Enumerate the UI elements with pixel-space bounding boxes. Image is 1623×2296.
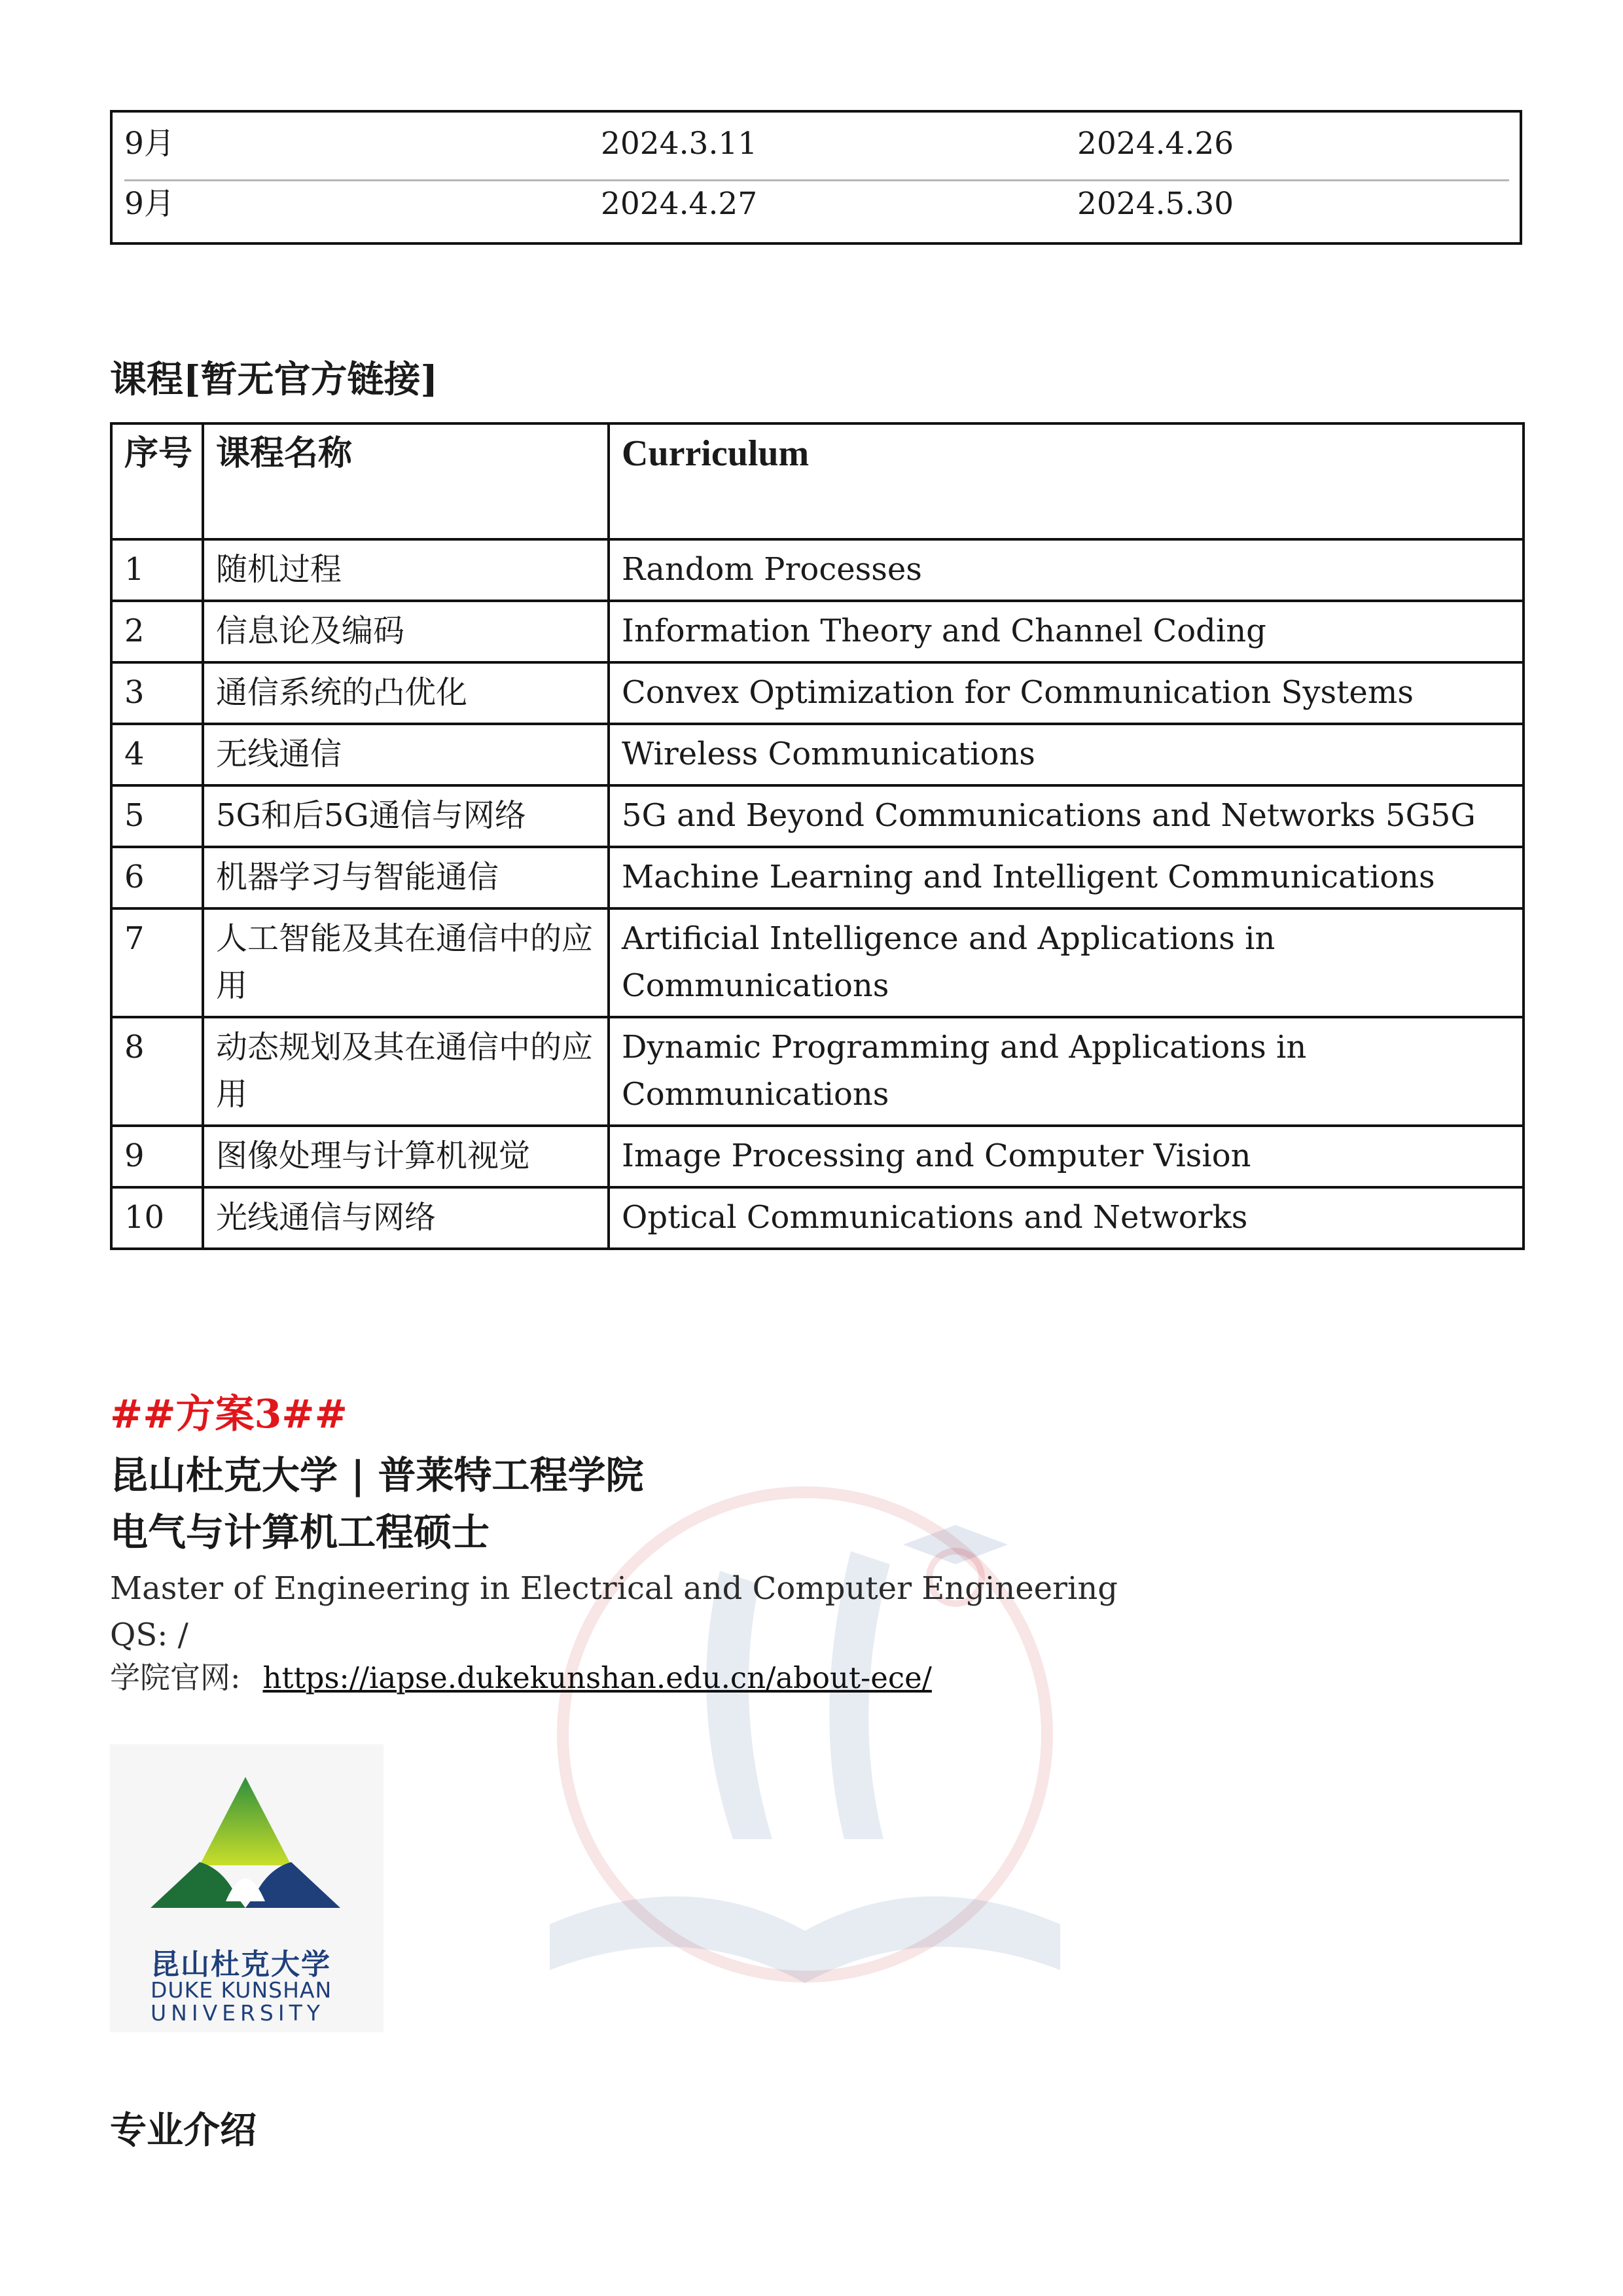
course-index: 10 [111, 1187, 203, 1249]
table-row [111, 662, 1524, 724]
table-row [111, 601, 1524, 662]
date-end: 2024.5.30 [1077, 186, 1234, 222]
course-name-en: Information Theory and Channel Coding [609, 601, 1524, 662]
course-name-cn: 通信系统的凸优化 [203, 662, 609, 724]
watermark-logo [537, 1473, 1073, 2029]
course-name-cn: 机器学习与智能通信 [203, 847, 609, 908]
logo-text-en: UNIVERSITY [151, 2000, 325, 2026]
degree-title-en: Master of Engineering in Electrical and Computer Engineering [110, 1570, 1118, 1607]
table-row [111, 1017, 1524, 1126]
course-index: 5 [111, 785, 203, 847]
course-index: 8 [111, 1017, 203, 1126]
table-header-row [111, 423, 1524, 539]
course-name-cn: 随机过程 [203, 539, 609, 601]
course-name-cn: 人工智能及其在通信中的应用 [203, 908, 609, 1017]
course-name-en: Optical Communications and Networks [609, 1187, 1524, 1249]
date-row [113, 113, 1520, 175]
course-name-en: Image Processing and Computer Vision [609, 1126, 1524, 1187]
table-row [111, 847, 1524, 908]
intro-heading: 专业介绍 [110, 2109, 257, 2152]
website-row [110, 1657, 932, 1698]
plan-title: ##方案3## [110, 1391, 348, 1437]
course-name-en: 5G and Beyond Communications and Networks 5G5G [609, 785, 1524, 847]
course-name-cn: 光线通信与网络 [203, 1187, 609, 1249]
date-start: 2024.4.27 [601, 186, 758, 222]
course-name-cn: 信息论及编码 [203, 601, 609, 662]
mountain-logo-icon [151, 1770, 340, 1941]
date-row [113, 173, 1520, 236]
university-logo [110, 1744, 383, 2032]
header-index: 序号 [111, 423, 203, 539]
course-index: 7 [111, 908, 203, 1017]
table-row [111, 1126, 1524, 1187]
course-name-en: Convex Optimization for Communication Systems [609, 662, 1524, 724]
course-name-en: Machine Learning and Intelligent Communications [609, 847, 1524, 908]
date-month: 9月 [124, 186, 175, 222]
course-name-cn: 5G和后5G通信与网络 [203, 785, 609, 847]
course-index: 9 [111, 1126, 203, 1187]
table-row [111, 539, 1524, 601]
degree-title-cn: 电气与计算机工程硕士 [110, 1510, 490, 1554]
course-name-en: Random Processes [609, 539, 1524, 601]
course-name-cn: 无线通信 [203, 724, 609, 785]
date-table [110, 110, 1522, 245]
course-name-en: Artificial Intelligence and Applications in Communications [609, 908, 1524, 1017]
table-row [111, 785, 1524, 847]
course-index: 3 [111, 662, 203, 724]
date-end: 2024.4.26 [1077, 126, 1234, 162]
table-row [111, 1187, 1524, 1249]
table-row [111, 908, 1524, 1017]
course-name-cn: 动态规划及其在通信中的应用 [203, 1017, 609, 1126]
qs-ranking: QS: / [110, 1617, 188, 1653]
header-curriculum: Curriculum [609, 423, 1524, 539]
course-index: 2 [111, 601, 203, 662]
course-table [110, 422, 1525, 1250]
school-name: 昆山杜克大学 | 普莱特工程学院 [110, 1453, 644, 1498]
logo-text-cn: 昆山杜克大学 [151, 1948, 331, 1981]
course-index: 1 [111, 539, 203, 601]
website-link[interactable]: https://iapse.dukekunshan.edu.cn/about-ece/ [262, 1660, 932, 1695]
header-name-cn: 课程名称 [203, 423, 609, 539]
course-name-cn: 图像处理与计算机视觉 [203, 1126, 609, 1187]
website-label: 学院官网: [110, 1660, 241, 1695]
course-name-en: Wireless Communications [609, 724, 1524, 785]
course-name-en: Dynamic Programming and Applications in Communications [609, 1017, 1524, 1126]
date-start: 2024.3.11 [601, 126, 758, 162]
courses-heading: 课程[暂无官方链接] [110, 358, 438, 401]
course-index: 4 [111, 724, 203, 785]
course-index: 6 [111, 847, 203, 908]
date-month: 9月 [124, 126, 175, 162]
logo-text-en: DUKE KUNSHAN [151, 1977, 332, 2003]
table-row [111, 724, 1524, 785]
